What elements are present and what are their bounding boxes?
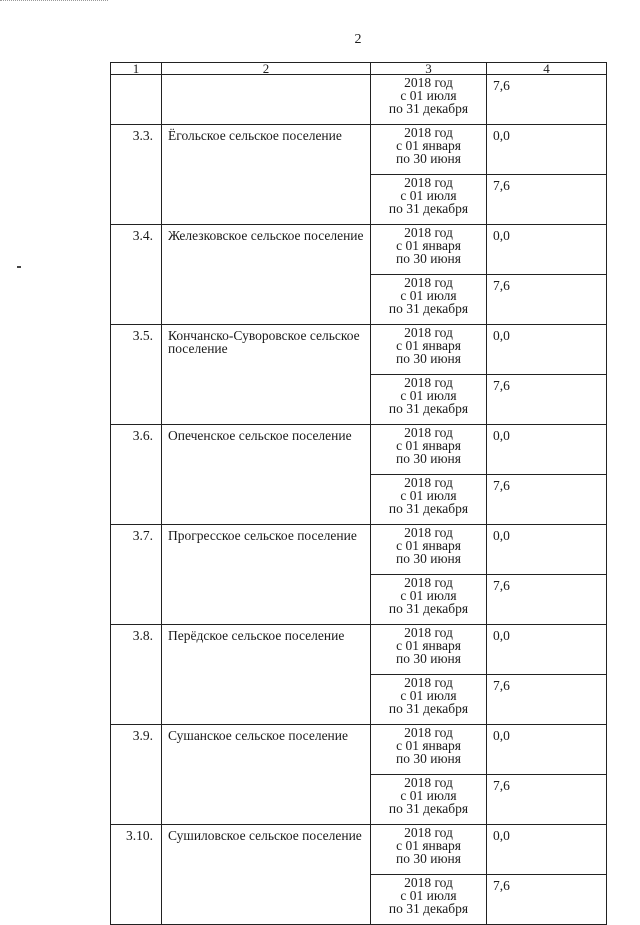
period-start: с 01 июля — [400, 388, 457, 403]
period-year: 2018 год — [404, 375, 453, 390]
period-cell — [371, 325, 487, 375]
period-cell — [371, 825, 487, 875]
period-start: с 01 января — [396, 138, 461, 153]
table-row — [111, 625, 607, 675]
period-cell — [371, 75, 487, 125]
period-start: с 01 июля — [400, 88, 457, 103]
settlement-name-cell: Сушанское сельское поселение — [162, 725, 371, 825]
value-cell: 7,6 — [487, 175, 607, 225]
value-cell: 7,6 — [487, 75, 607, 125]
settlement-name-cell: Ёгольское сельское поселение — [162, 125, 371, 225]
period-start: с 01 июля — [400, 588, 457, 603]
period-cell — [371, 375, 487, 425]
settlement-name-cell: Прогресское сельское поселение — [162, 525, 371, 625]
settlement-name-cell: Кончанско-Суворовское сельское поселение — [162, 325, 371, 425]
period-end: по 30 июня — [396, 451, 461, 466]
period-year: 2018 год — [404, 825, 453, 840]
period-end: по 30 июня — [396, 151, 461, 166]
scan-speck — [17, 266, 21, 268]
period-end: по 30 июня — [396, 551, 461, 566]
period-end: по 31 декабря — [388, 501, 469, 516]
scan-edge-mark — [0, 0, 108, 4]
period-end: по 31 декабря — [388, 901, 469, 916]
period-end: по 30 июня — [396, 251, 461, 266]
period-year: 2018 год — [404, 425, 453, 440]
row-number-cell: 3.9. — [111, 725, 162, 825]
row-number-cell: 3.6. — [111, 425, 162, 525]
period-start: с 01 января — [396, 438, 461, 453]
column-header: 1 — [111, 63, 162, 75]
period-end: по 31 декабря — [388, 701, 469, 716]
period-year: 2018 год — [404, 575, 453, 590]
value-cell: 0,0 — [487, 425, 607, 475]
table-row — [111, 825, 607, 875]
period-end: по 30 июня — [396, 651, 461, 666]
period-end: по 31 декабря — [388, 101, 469, 116]
period-year: 2018 год — [404, 225, 453, 240]
table-row — [111, 725, 607, 775]
period-start: с 01 июля — [400, 888, 457, 903]
period-cell — [371, 175, 487, 225]
row-number-cell — [111, 75, 162, 125]
period-end: по 30 июня — [396, 851, 461, 866]
column-header: 3 — [371, 63, 487, 75]
value-cell: 7,6 — [487, 675, 607, 725]
period-year: 2018 год — [404, 125, 453, 140]
settlement-name-cell: Сушиловское сельское поселение — [162, 825, 371, 925]
value-cell: 0,0 — [487, 725, 607, 775]
value-cell: 0,0 — [487, 225, 607, 275]
period-start: с 01 января — [396, 538, 461, 553]
period-year: 2018 год — [404, 675, 453, 690]
period-end: по 31 декабря — [388, 601, 469, 616]
period-start: с 01 июля — [400, 288, 457, 303]
period-cell — [371, 575, 487, 625]
period-end: по 30 июня — [396, 751, 461, 766]
period-year: 2018 год — [404, 875, 453, 890]
period-cell — [371, 525, 487, 575]
table-row — [111, 225, 607, 275]
period-start: с 01 января — [396, 338, 461, 353]
table-row — [111, 325, 607, 375]
row-number-cell: 3.3. — [111, 125, 162, 225]
value-cell: 0,0 — [487, 525, 607, 575]
period-start: с 01 января — [396, 638, 461, 653]
value-cell: 7,6 — [487, 275, 607, 325]
settlement-name-cell: Перёдское сельское поселение — [162, 625, 371, 725]
value-cell: 0,0 — [487, 125, 607, 175]
period-end: по 31 декабря — [388, 201, 469, 216]
period-end: по 31 декабря — [388, 301, 469, 316]
value-cell: 7,6 — [487, 775, 607, 825]
period-cell — [371, 425, 487, 475]
row-number-cell: 3.10. — [111, 825, 162, 925]
period-start: с 01 января — [396, 238, 461, 253]
row-number-cell: 3.7. — [111, 525, 162, 625]
period-cell — [371, 675, 487, 725]
table-body — [111, 63, 607, 925]
period-cell — [371, 725, 487, 775]
period-year: 2018 год — [404, 775, 453, 790]
row-number-cell: 3.5. — [111, 325, 162, 425]
period-end: по 31 декабря — [388, 401, 469, 416]
settlement-name-cell — [162, 75, 371, 125]
period-end: по 31 декабря — [388, 801, 469, 816]
row-number-cell: 3.8. — [111, 625, 162, 725]
value-cell: 7,6 — [487, 375, 607, 425]
value-cell: 0,0 — [487, 625, 607, 675]
period-cell — [371, 875, 487, 925]
period-start: с 01 июля — [400, 188, 457, 203]
period-start: с 01 января — [396, 838, 461, 853]
column-header: 4 — [487, 63, 607, 75]
settlement-name-cell: Опеченское сельское поселение — [162, 425, 371, 525]
period-cell — [371, 275, 487, 325]
table-row — [111, 425, 607, 475]
table-header-row — [111, 63, 607, 75]
period-year: 2018 год — [404, 625, 453, 640]
table-row — [111, 125, 607, 175]
column-header: 2 — [162, 63, 371, 75]
tariff-table — [110, 62, 607, 925]
value-cell: 7,6 — [487, 575, 607, 625]
row-number-cell: 3.4. — [111, 225, 162, 325]
period-start: с 01 июля — [400, 788, 457, 803]
period-year: 2018 год — [404, 725, 453, 740]
value-cell: 7,6 — [487, 475, 607, 525]
period-start: с 01 июля — [400, 488, 457, 503]
period-cell — [371, 225, 487, 275]
value-cell: 7,6 — [487, 875, 607, 925]
continuation-row — [111, 75, 607, 125]
period-year: 2018 год — [404, 75, 453, 90]
period-cell — [371, 125, 487, 175]
period-year: 2018 год — [404, 525, 453, 540]
period-year: 2018 год — [404, 175, 453, 190]
period-start: с 01 июля — [400, 688, 457, 703]
period-end: по 30 июня — [396, 351, 461, 366]
period-start: с 01 января — [396, 738, 461, 753]
table-row — [111, 525, 607, 575]
page-number: 2 — [354, 32, 362, 47]
period-year: 2018 год — [404, 325, 453, 340]
period-year: 2018 год — [404, 475, 453, 490]
period-year: 2018 год — [404, 275, 453, 290]
period-cell — [371, 775, 487, 825]
period-cell — [371, 475, 487, 525]
value-cell: 0,0 — [487, 325, 607, 375]
period-cell — [371, 625, 487, 675]
value-cell: 0,0 — [487, 825, 607, 875]
settlement-name-cell: Железковское сельское поселение — [162, 225, 371, 325]
